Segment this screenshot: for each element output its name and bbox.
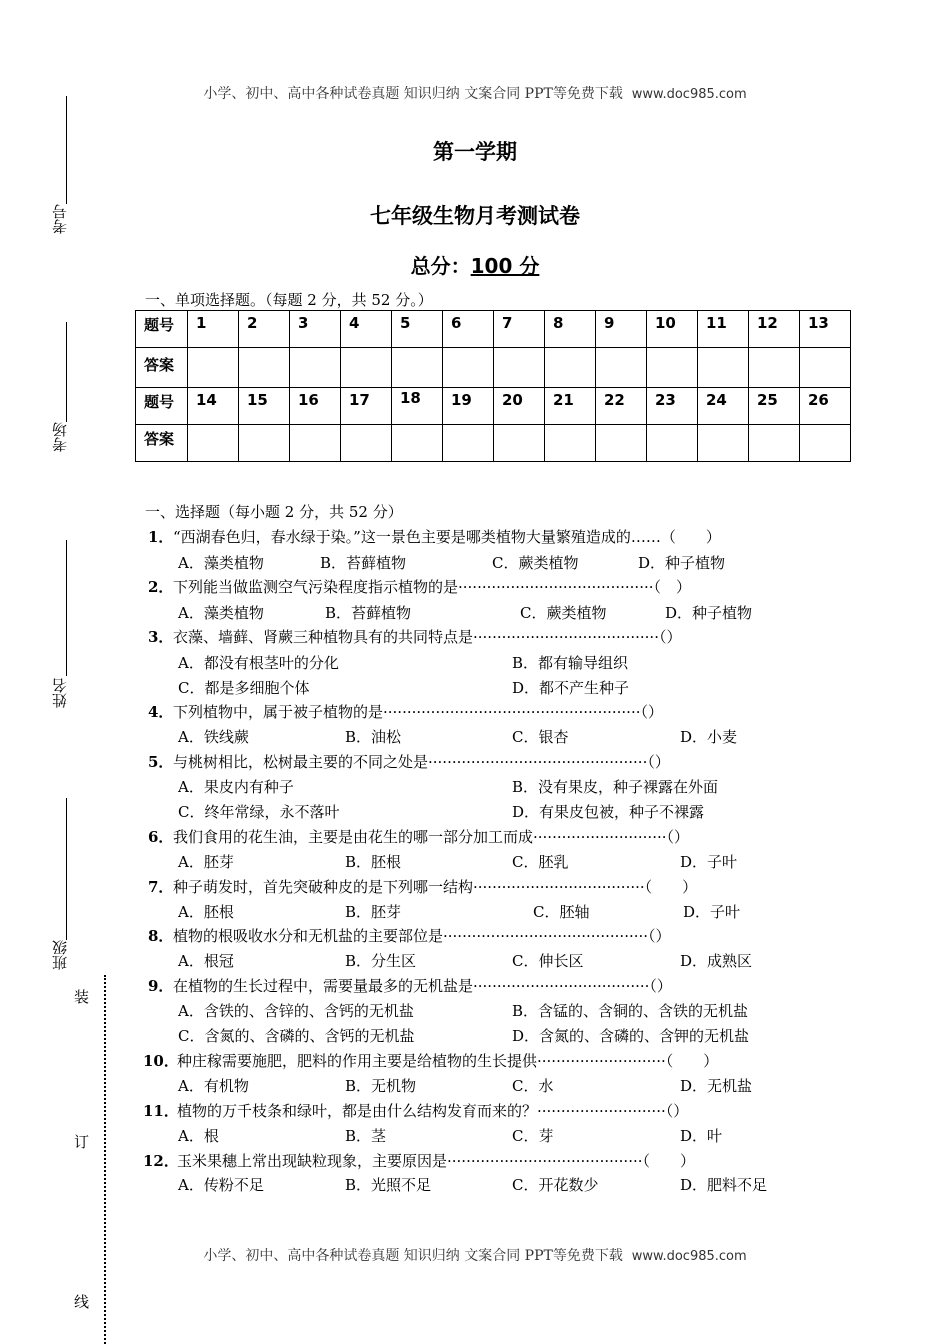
question-text: 与桃树相比，松树最主要的不同之处是··············································（） [173,753,670,771]
option-c[interactable]: C．胚轴 [533,903,590,921]
number-cell: 11 [698,311,749,348]
question-number: 8． [148,927,174,945]
option-b[interactable]: B．分生区 [345,952,417,970]
number-row-2 [136,388,851,425]
binding-char-ding: 订 [74,1133,90,1151]
answer-cell[interactable] [596,348,647,388]
score-value: 100 分 [470,254,540,278]
option-d[interactable]: D．都不产生种子 [512,679,630,697]
number-cell: 3 [290,311,341,348]
question-number: 12． [143,1152,179,1170]
question-text: 种子萌发时，首先突破种皮的是下列哪一结构····································（ ） [173,878,698,896]
option-c[interactable]: C．终年常绿，永不落叶 [178,803,340,821]
question-text: 衣藻、墙藓、肾蕨三种植物具有的共同特点是·······································（） [173,628,682,646]
footer-text: 小学、初中、高中各种试卷真题 知识归纳 文案合同 PPT等免费下载 [203,1248,623,1264]
option-a[interactable]: A．有机物 [178,1077,249,1095]
number-cell: 15 [239,388,290,425]
answer-cell[interactable] [443,425,494,462]
name-line [66,540,67,676]
option-d[interactable]: D．种子植物 [665,604,753,622]
class-line [66,798,67,940]
option-b[interactable]: B．胚根 [345,853,402,871]
option-b[interactable]: B．胚芽 [345,903,402,921]
option-b[interactable]: B．苔藓植物 [325,604,412,622]
option-a[interactable]: A．根冠 [178,952,234,970]
answer-cell[interactable] [545,348,596,388]
option-b[interactable]: B．没有果皮，种子裸露在外面 [512,778,719,796]
exam-title: 七年级生物月考测试卷 [370,204,580,228]
option-c[interactable]: C．水 [512,1077,554,1095]
option-d[interactable]: D．小麦 [680,728,738,746]
option-b[interactable]: B．含锰的、含铜的、含铁的无机盐 [512,1002,749,1020]
exam-number-line [66,96,67,204]
answer-cell[interactable] [239,348,290,388]
question-text: “西湖春色归，春水绿于染。”这一景色主要是哪类植物大量繁殖造成的……（ ） [173,528,721,546]
number-cell: 12 [749,311,800,348]
option-c[interactable]: C．开花数少 [512,1176,599,1194]
class-label: 班级 [51,940,69,970]
number-cell: 6 [443,311,494,348]
answer-cell[interactable] [341,425,392,462]
number-cell: 7 [494,311,545,348]
question-number: 6． [148,828,174,846]
question-text: 下列能当做监测空气污染程度指示植物的是·········································（ ） [173,578,691,596]
option-d[interactable]: D．子叶 [680,853,738,871]
answer-cell[interactable] [494,425,545,462]
header-url: www.doc985.com [631,87,747,102]
question-text: 下列植物中，属于被子植物的是······················································（） [173,703,663,721]
question-text: 我们食用的花生油，主要是由花生的哪一部分加工而成····························（） [173,828,690,846]
question-text: 玉米果穗上常出现缺粒现象，主要原因是·········································（ ） [177,1152,695,1170]
answer-cell[interactable] [392,348,443,388]
number-cell: 19 [443,388,494,425]
page-footer [0,1245,950,1265]
number-cell: 5 [392,311,443,348]
total-score [0,250,950,279]
number-cell: 1 [188,311,239,348]
question-number: 5． [148,753,174,771]
answer-cell[interactable] [800,425,851,462]
number-cell: 14 [188,388,239,425]
option-b[interactable]: B．无机物 [345,1077,417,1095]
number-row-1 [136,311,851,348]
option-c[interactable]: C．都是多细胞个体 [178,679,310,697]
answer-cell[interactable] [749,348,800,388]
answer-cell[interactable] [596,425,647,462]
score-label: 总分： [410,254,471,278]
option-d[interactable]: D．叶 [680,1127,723,1145]
option-c[interactable]: C．蕨类植物 [520,604,607,622]
option-c[interactable]: C．银杏 [512,728,569,746]
answer-cell[interactable] [341,348,392,388]
option-a[interactable]: A．果皮内有种子 [178,778,294,796]
question-text: 种庄稼需要施肥，肥料的作用主要是给植物的生长提供···························（ ） [177,1052,719,1070]
question-number: 10． [143,1052,179,1070]
option-d[interactable]: D．种子植物 [638,554,726,572]
exam-number-label: 考号 [51,204,69,234]
number-cell: 25 [749,388,800,425]
question-number: 7． [148,878,174,896]
question-text: 植物的万千枝条和绿叶，都是由什么结构发育而来的？···························（） [177,1102,689,1120]
answer-cell[interactable] [749,425,800,462]
number-cell: 8 [545,311,596,348]
answer-cell[interactable] [188,425,239,462]
option-a[interactable]: A．藻类植物 [178,604,264,622]
option-c[interactable]: C．伸长区 [512,952,584,970]
option-b[interactable]: B．茎 [345,1127,387,1145]
answer-cell[interactable] [290,425,341,462]
answer-cell[interactable] [698,348,749,388]
name-label: 姓名 [51,678,69,708]
option-a[interactable]: A．胚芽 [178,853,234,871]
option-c[interactable]: C．蕨类植物 [492,554,579,572]
option-b[interactable]: B．都有输导组织 [512,654,629,672]
option-a[interactable]: A．传粉不足 [178,1176,264,1194]
number-cell: 22 [596,388,647,425]
option-c[interactable]: C．胚乳 [512,853,569,871]
answer-cell[interactable] [647,348,698,388]
exam-room-label: 考场 [51,422,69,452]
option-b[interactable]: B．苔藓植物 [320,554,407,572]
number-cell: 24 [698,388,749,425]
option-d[interactable]: D．有果皮包被，种子不裸露 [512,803,705,821]
option-a[interactable]: A．胚根 [178,903,234,921]
question-number: 4． [148,703,174,721]
section1-heading: 一、单项选择题。（每题 2 分，共 52 分。） [145,291,433,309]
option-c[interactable]: C．含氮的、含磷的、含钙的无机盐 [178,1027,415,1045]
number-cell: 18 [392,388,443,425]
answer-cell[interactable] [800,348,851,388]
option-a[interactable]: A．都没有根茎叶的分化 [178,654,339,672]
number-cell: 21 [545,388,596,425]
answer-row-2 [136,425,851,462]
option-a[interactable]: A．含铁的、含锌的、含钙的无机盐 [178,1002,414,1020]
answer-cell[interactable] [443,348,494,388]
binding-dotted-line [104,975,106,1344]
answer-grid [135,310,851,462]
question-number: 3． [148,628,174,646]
answer-cell[interactable] [494,348,545,388]
page-header [0,83,950,103]
answer-cell[interactable] [545,425,596,462]
answer-cell[interactable] [239,425,290,462]
semester-title: 第一学期 [433,140,517,164]
question-number: 11． [143,1102,179,1120]
number-cell: 2 [239,311,290,348]
option-d[interactable]: D．子叶 [683,903,741,921]
exam-room-line [66,322,67,422]
section2-heading: 一、选择题（每小题 2 分，共 52 分） [145,503,403,521]
number-cell: 20 [494,388,545,425]
question-text: 植物的根吸收水分和无机盐的主要部位是···········································（） [173,927,671,945]
question-number: 1． [148,528,174,546]
number-cell: 4 [341,311,392,348]
answer-row-1 [136,348,851,388]
binding-char-xian: 线 [74,1293,90,1311]
number-cell: 13 [800,311,851,348]
answer-cell[interactable] [647,425,698,462]
option-c[interactable]: C．芽 [512,1127,554,1145]
number-cell: 17 [341,388,392,425]
option-a[interactable]: A．铁线蕨 [178,728,249,746]
question-number: 2． [148,578,174,596]
option-d[interactable]: D．无机盐 [680,1077,753,1095]
binding-char-zhuang: 装 [74,988,90,1006]
question-text: 在植物的生长过程中，需要量最多的无机盐是·····································（） [173,977,672,995]
row-header-number: 题号 [136,311,188,348]
option-b[interactable]: B．油松 [345,728,402,746]
option-b[interactable]: B．光照不足 [345,1176,432,1194]
option-d[interactable]: D．成熟区 [680,952,753,970]
number-cell: 16 [290,388,341,425]
answer-cell[interactable] [290,348,341,388]
row-header-answer: 答案 [136,425,188,462]
answer-cell[interactable] [698,425,749,462]
number-cell: 23 [647,388,698,425]
number-cell: 10 [647,311,698,348]
answer-cell[interactable] [392,425,443,462]
row-header-answer: 答案 [136,348,188,388]
question-number: 9． [148,977,174,995]
answer-cell[interactable] [188,348,239,388]
option-d[interactable]: D．含氮的、含磷的、含钾的无机盐 [512,1027,750,1045]
option-d[interactable]: D．肥料不足 [680,1176,768,1194]
header-text: 小学、初中、高中各种试卷真题 知识归纳 文案合同 PPT等免费下载 [203,86,623,102]
option-a[interactable]: A．藻类植物 [178,554,264,572]
option-a[interactable]: A．根 [178,1127,219,1145]
number-cell: 9 [596,311,647,348]
footer-url: www.doc985.com [631,1249,747,1264]
number-cell: 26 [800,388,851,425]
row-header-number: 题号 [136,388,188,425]
